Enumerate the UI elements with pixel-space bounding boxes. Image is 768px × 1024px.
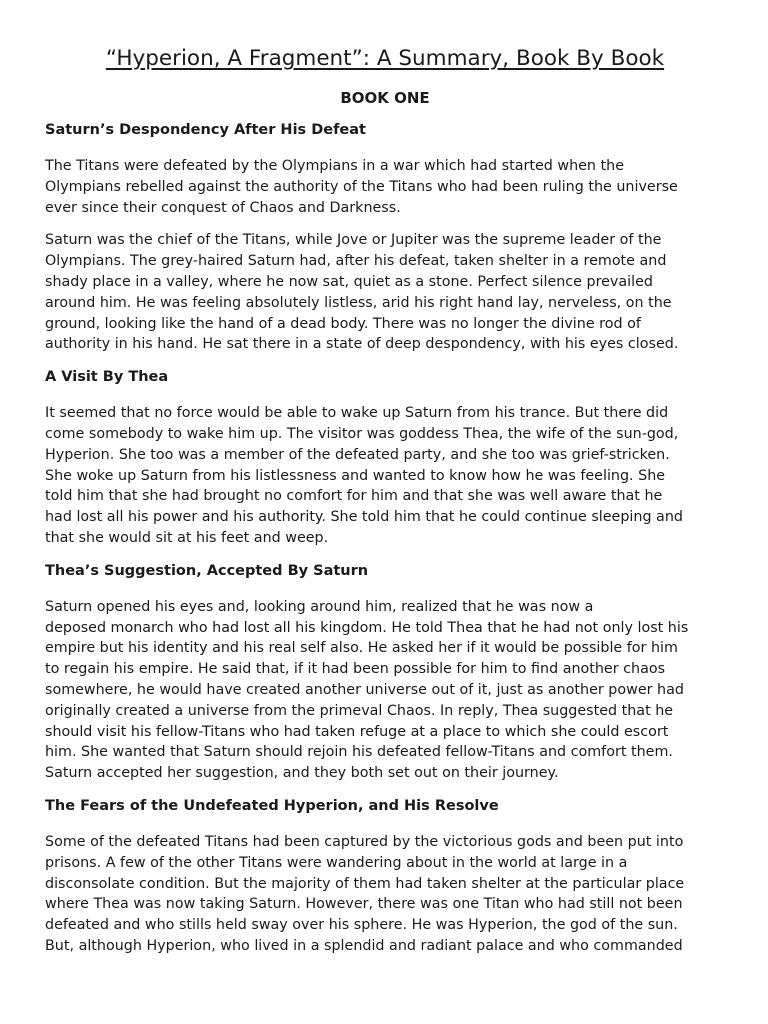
section-heading-saturns-despondency: Saturn’s Despondency After His Defeat: [45, 122, 366, 138]
section-heading-theas-suggestion: Thea’s Suggestion, Accepted By Saturn: [45, 562, 369, 579]
paragraph-saturn-opened-eyes: Saturn opened his eyes and, looking around him, realized that he was now a deposed monarch who had lost all his kingdom. He told Thea that he had not only lost his empire but his identity and his real self also. He asked her if it would be possible for him to regain his empire. He said that, if it had been possible for him to find another chaos somewhere, he would have created another universe out of it, just as another power had originally created a universe from the primeval Chaos. In reply, Thea suggested that he should visit his fellow-Titans who had taken refuge at a place to which she could escort him. She wanted that Saturn should rejoin his defeated fellow-Titans and comfort them. Saturn accepted her suggestion, and they both set out on their journey.: [45, 598, 689, 782]
paragraph-thea-visit: It seemed that no force would be able to wake up Saturn from his trance. But there did come somebody to wake him up. The visitor was goddess Thea, the wife of the sun-god, Hyperion. She too was a member of the defeated party, and she too was grief-stricken. She woke up Saturn from his listlessness and wanted to know how he was feeling. She told him that she had brought no comfort for him and that she was well aware that he had lost all his power and his authority. She told him that he could continue sleeping and that she would sit at his feet and weep.: [45, 405, 683, 546]
paragraph-saturn-chief: Saturn was the chief of the Titans, while Jove or Jupiter was the supreme leader of the Olympians. The grey-haired Saturn had, after his defeat, taken shelter in a remote and shady place in a valley, where he now sat, quiet as a stone. Perfect silence prevailed around him. He was feeling absolutely listless, arid his right hand lay, nerveless, on the ground, looking like the hand of a dead body. There was no longer the divine rod of authority in his hand. He sat there in a state of deep despondency, with his eyes closed.: [45, 232, 679, 353]
section-heading-visit-by-thea: A Visit By Thea: [45, 369, 169, 386]
paragraph-titans-defeated: The Titans were defeated by the Olympians in a war which had started when the Olympians rebelled against the authority of the Titans who had been ruling the universe ever since their conquest of Chaos and Darkness.: [45, 158, 678, 216]
book-heading: BOOK ONE: [340, 89, 430, 107]
paragraph-defeated-titans: Some of the defeated Titans had been captured by the victorious gods and been put into prisons. A few of the other Titans were wandering about in the world at large in a disconsolate condition. But the majority of them had taken shelter at the particular place where Thea was now taking Saturn. However, there was one Titan who had still not been defeated and who stills held sway over his sphere. He was Hyperion, the god of the sun. But, although Hyperion, who lived in a splendid and radiant palace and who commanded: [45, 833, 685, 954]
document-title: “Hyperion, A Fragment”: A Summary, Book By Book: [105, 46, 665, 71]
section-heading-fears-of-hyperion: The Fears of the Undefeated Hyperion, and His Resolve: [45, 797, 499, 814]
document-page: [45, 44, 725, 957]
